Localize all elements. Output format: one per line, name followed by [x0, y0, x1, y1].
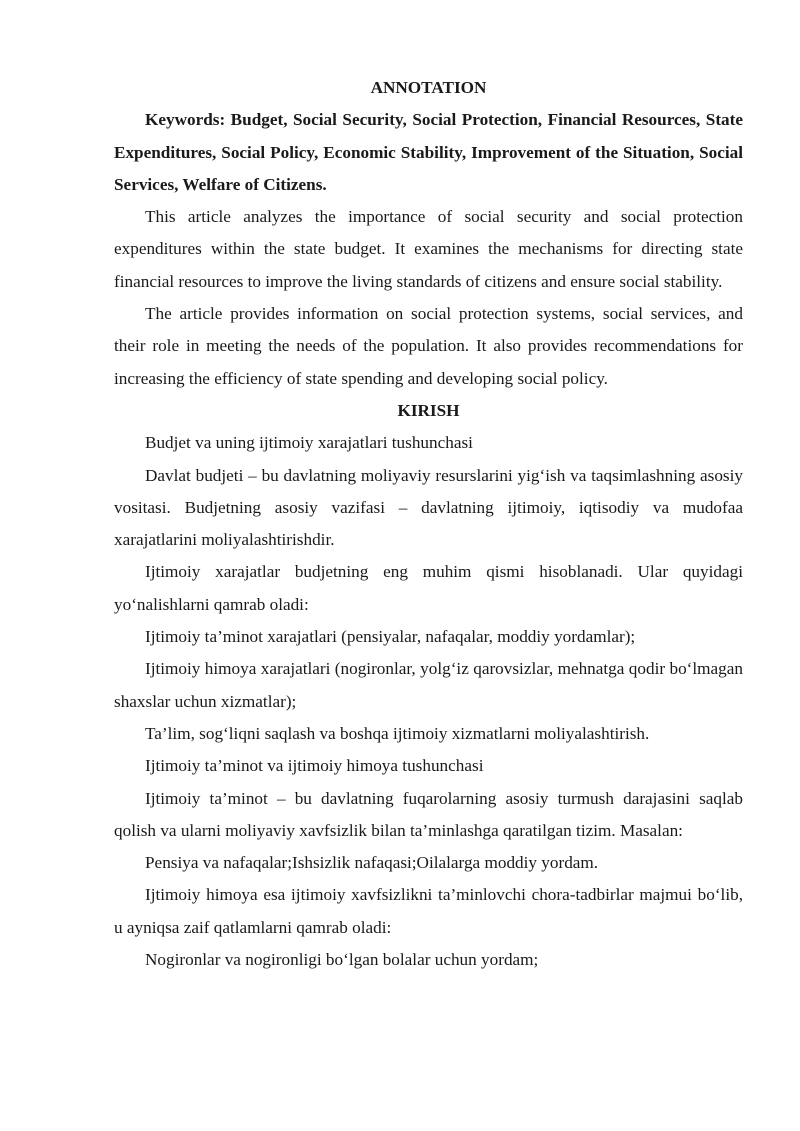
body-paragraph: Ijtimoiy himoya esa ijtimoiy xavfsizlikni ta’minlovchi chora-tadbirlar majmui bo‘lib, u ayniqsa zaif qatlamlarni qamrab oladi:	[114, 885, 743, 937]
body-paragraph: Ijtimoiy ta’minot xarajatlari (pensiyalar, nafaqalar, moddiy yordamlar);	[145, 627, 636, 647]
body-paragraph: Ijtimoiy xarajatlar budjetning eng muhim qismi hisoblanadi. Ular quyidagi yo‘nalishlarni qamrab oladi:	[114, 562, 743, 614]
body-paragraph: Ijtimoiy himoya xarajatlari (nogironlar, yolg‘iz qarovsizlar, mehnatga qodir bo‘lmagan shaxslar uchun xizmatlar);	[114, 659, 743, 711]
body-paragraph: Ta’lim, sog‘liqni saqlash va boshqa ijtimoiy xizmatlarni moliyalashtirish.	[145, 723, 650, 743]
body-paragraph: Pensiya va nafaqalar;Ishsizlik nafaqasi;Oilalarga moddiy yordam.	[145, 853, 599, 873]
keywords-paragraph: Keywords: Budget, Social Security, Social Protection, Financial Resources, State Expenditures, Social Policy, Economic Stability, Improvement of the Situation, Social Services, Welfare of Citizens.	[114, 110, 743, 194]
annotation-heading: ANNOTATION	[370, 78, 487, 97]
kirish-heading: KIRISH	[397, 400, 460, 420]
body-paragraph: Budjet va uning ijtimoiy xarajatlari tushunchasi	[145, 433, 473, 453]
body-paragraph: Davlat budjeti – bu davlatning moliyaviy resurslarini yig‘ish va taqsimlashning asosiy vositasi. Budjetning asosiy vazifasi – davlatning ijtimoiy, iqtisodiy va mudofaa xarajatlarini moliyalashtirishdir.	[114, 465, 743, 550]
annotation-paragraph: This article analyzes the importance of social security and social protection expenditures within the state budget. It examines the mechanisms for directing state financial resources to improve the living standards of citizens and ensure social stability.	[114, 207, 743, 291]
body-paragraph: Nogironlar va nogironligi bo‘lgan bolalar uchun yordam;	[145, 950, 539, 970]
body-paragraph: Ijtimoiy ta’minot va ijtimoiy himoya tushunchasi	[145, 756, 484, 776]
annotation-paragraph: The article provides information on social protection systems, social services, and their role in meeting the needs of the population. It also provides recommendations for increasing the efficiency of state spending and developing social policy.	[114, 304, 743, 388]
body-paragraph: Ijtimoiy ta’minot – bu davlatning fuqarolarning asosiy turmush darajasini saqlab qolish va ularni moliyaviy xavfsizlik bilan ta’minlashga qaratilgan tizim. Masalan:	[114, 788, 743, 840]
document-page	[114, 72, 743, 976]
